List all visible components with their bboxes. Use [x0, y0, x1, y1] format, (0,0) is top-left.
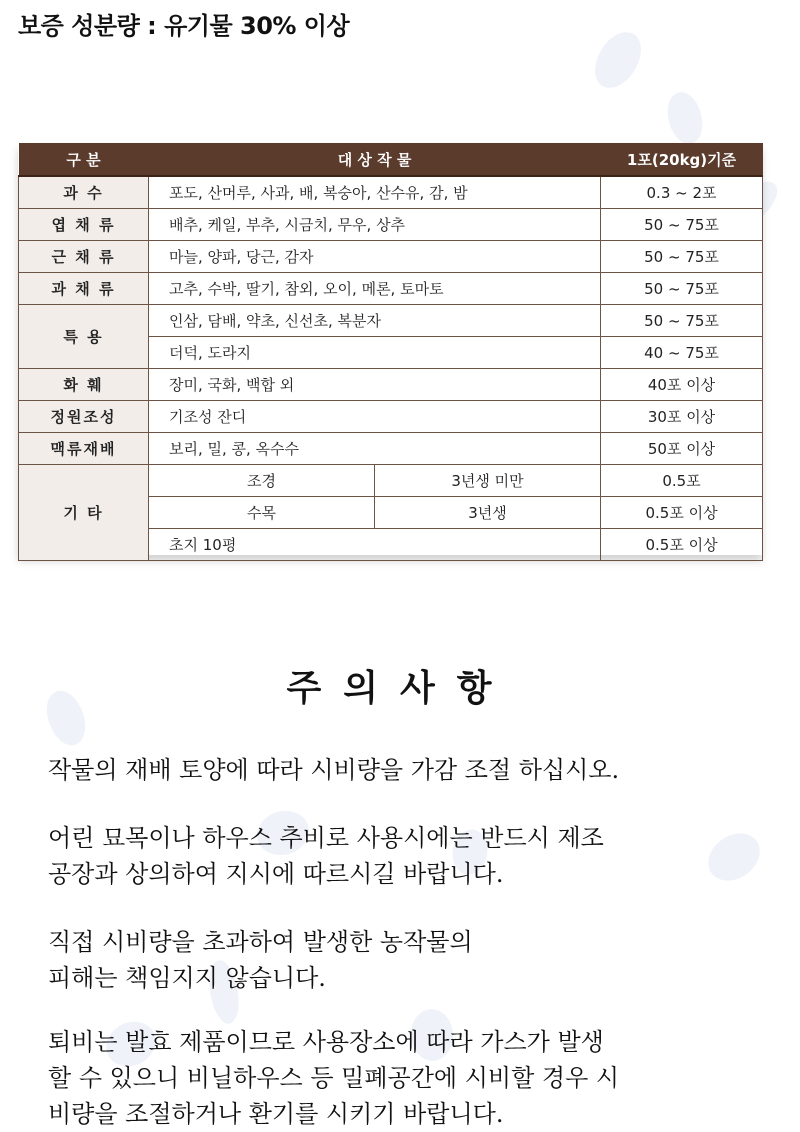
caution-paragraph-3: 직접 시비량을 초과하여 발생한 농작물의 피해는 책임지지 않습니다.	[48, 928, 473, 992]
category-cell: 화 훼	[19, 369, 149, 401]
crops-cell: 배추, 케일, 부추, 시금치, 무우, 상추	[149, 209, 601, 241]
table-header-row	[19, 143, 763, 176]
caution-title: 주의사항	[286, 667, 514, 709]
caution-paragraph-2: 어린 묘목이나 하우스 추비로 사용시에는 반드시 제조 공장과 상의하여 지시에 따르시길 바랍니다.	[48, 824, 604, 888]
crops-cell: 조경	[149, 465, 375, 497]
crops-cell: 장미, 국화, 백합 외	[149, 369, 601, 401]
crops-cell: 수목	[149, 497, 375, 529]
amount-cell: 50 ~ 75포	[601, 273, 763, 305]
amount-cell: 50 ~ 75포	[601, 241, 763, 273]
header-amount-basis: 1포(20kg)기준	[601, 143, 763, 176]
category-cell: 특 용	[19, 305, 149, 369]
table-row	[19, 209, 763, 241]
category-cell: 엽 채 류	[19, 209, 149, 241]
age-cell: 3년생 미만	[375, 465, 601, 497]
table-row	[19, 273, 763, 305]
petal-decoration	[659, 87, 712, 148]
amount-cell: 30포 이상	[601, 401, 763, 433]
crops-cell: 고추, 수박, 딸기, 참외, 오이, 메론, 토마토	[149, 273, 601, 305]
application-rate-table	[18, 143, 762, 555]
amount-cell: 0.5포 이상	[601, 529, 763, 561]
header-target-crops: 대 상 작 물	[149, 143, 601, 176]
table-row	[19, 433, 763, 465]
caution-paragraph-4: 퇴비는 발효 제품이므로 사용장소에 따라 가스가 발생 할 수 있으니 비닐하우스 등 밀폐공간에 시비할 경우 시 비량을 조절하거나 환기를 시키기 바랍니다.	[48, 1028, 620, 1128]
guaranteed-ingredient-headline: 보증 성분량 : 유기물 30% 이상	[18, 12, 350, 40]
amount-cell: 50포 이상	[601, 433, 763, 465]
petal-decoration	[589, 25, 647, 95]
header-category: 구 분	[19, 143, 149, 176]
amount-cell: 40 ~ 75포	[601, 337, 763, 369]
caution-paragraph-1: 작물의 재배 토양에 따라 시비량을 가감 조절 하십시오.	[48, 756, 620, 784]
crops-cell: 인삼, 담배, 약초, 신선초, 복분자	[149, 305, 601, 337]
table-row	[19, 401, 763, 433]
category-cell: 과 채 류	[19, 273, 149, 305]
table-row	[19, 305, 763, 337]
crops-cell: 더덕, 도라지	[149, 337, 601, 369]
category-cell: 정원조성	[19, 401, 149, 433]
table-row	[19, 241, 763, 273]
category-cell: 근 채 류	[19, 241, 149, 273]
amount-cell: 0.3 ~ 2포	[601, 176, 763, 209]
table-row	[19, 176, 763, 209]
crops-cell: 기조성 잔디	[149, 401, 601, 433]
table-row	[19, 369, 763, 401]
amount-cell: 50 ~ 75포	[601, 305, 763, 337]
crops-cell: 보리, 밀, 콩, 옥수수	[149, 433, 601, 465]
crops-cell: 포도, 산머루, 사과, 배, 복숭아, 산수유, 감, 밤	[149, 176, 601, 209]
category-cell: 맥류재배	[19, 433, 149, 465]
age-cell: 3년생	[375, 497, 601, 529]
amount-cell: 50 ~ 75포	[601, 209, 763, 241]
amount-cell: 40포 이상	[601, 369, 763, 401]
amount-cell: 0.5포	[601, 465, 763, 497]
category-cell: 기 타	[19, 465, 149, 561]
crops-cell: 마늘, 양파, 당근, 감자	[149, 241, 601, 273]
category-cell: 과 수	[19, 176, 149, 209]
table-row	[19, 465, 763, 497]
amount-cell: 0.5포 이상	[601, 497, 763, 529]
crops-cell: 초지 10평	[149, 529, 601, 561]
